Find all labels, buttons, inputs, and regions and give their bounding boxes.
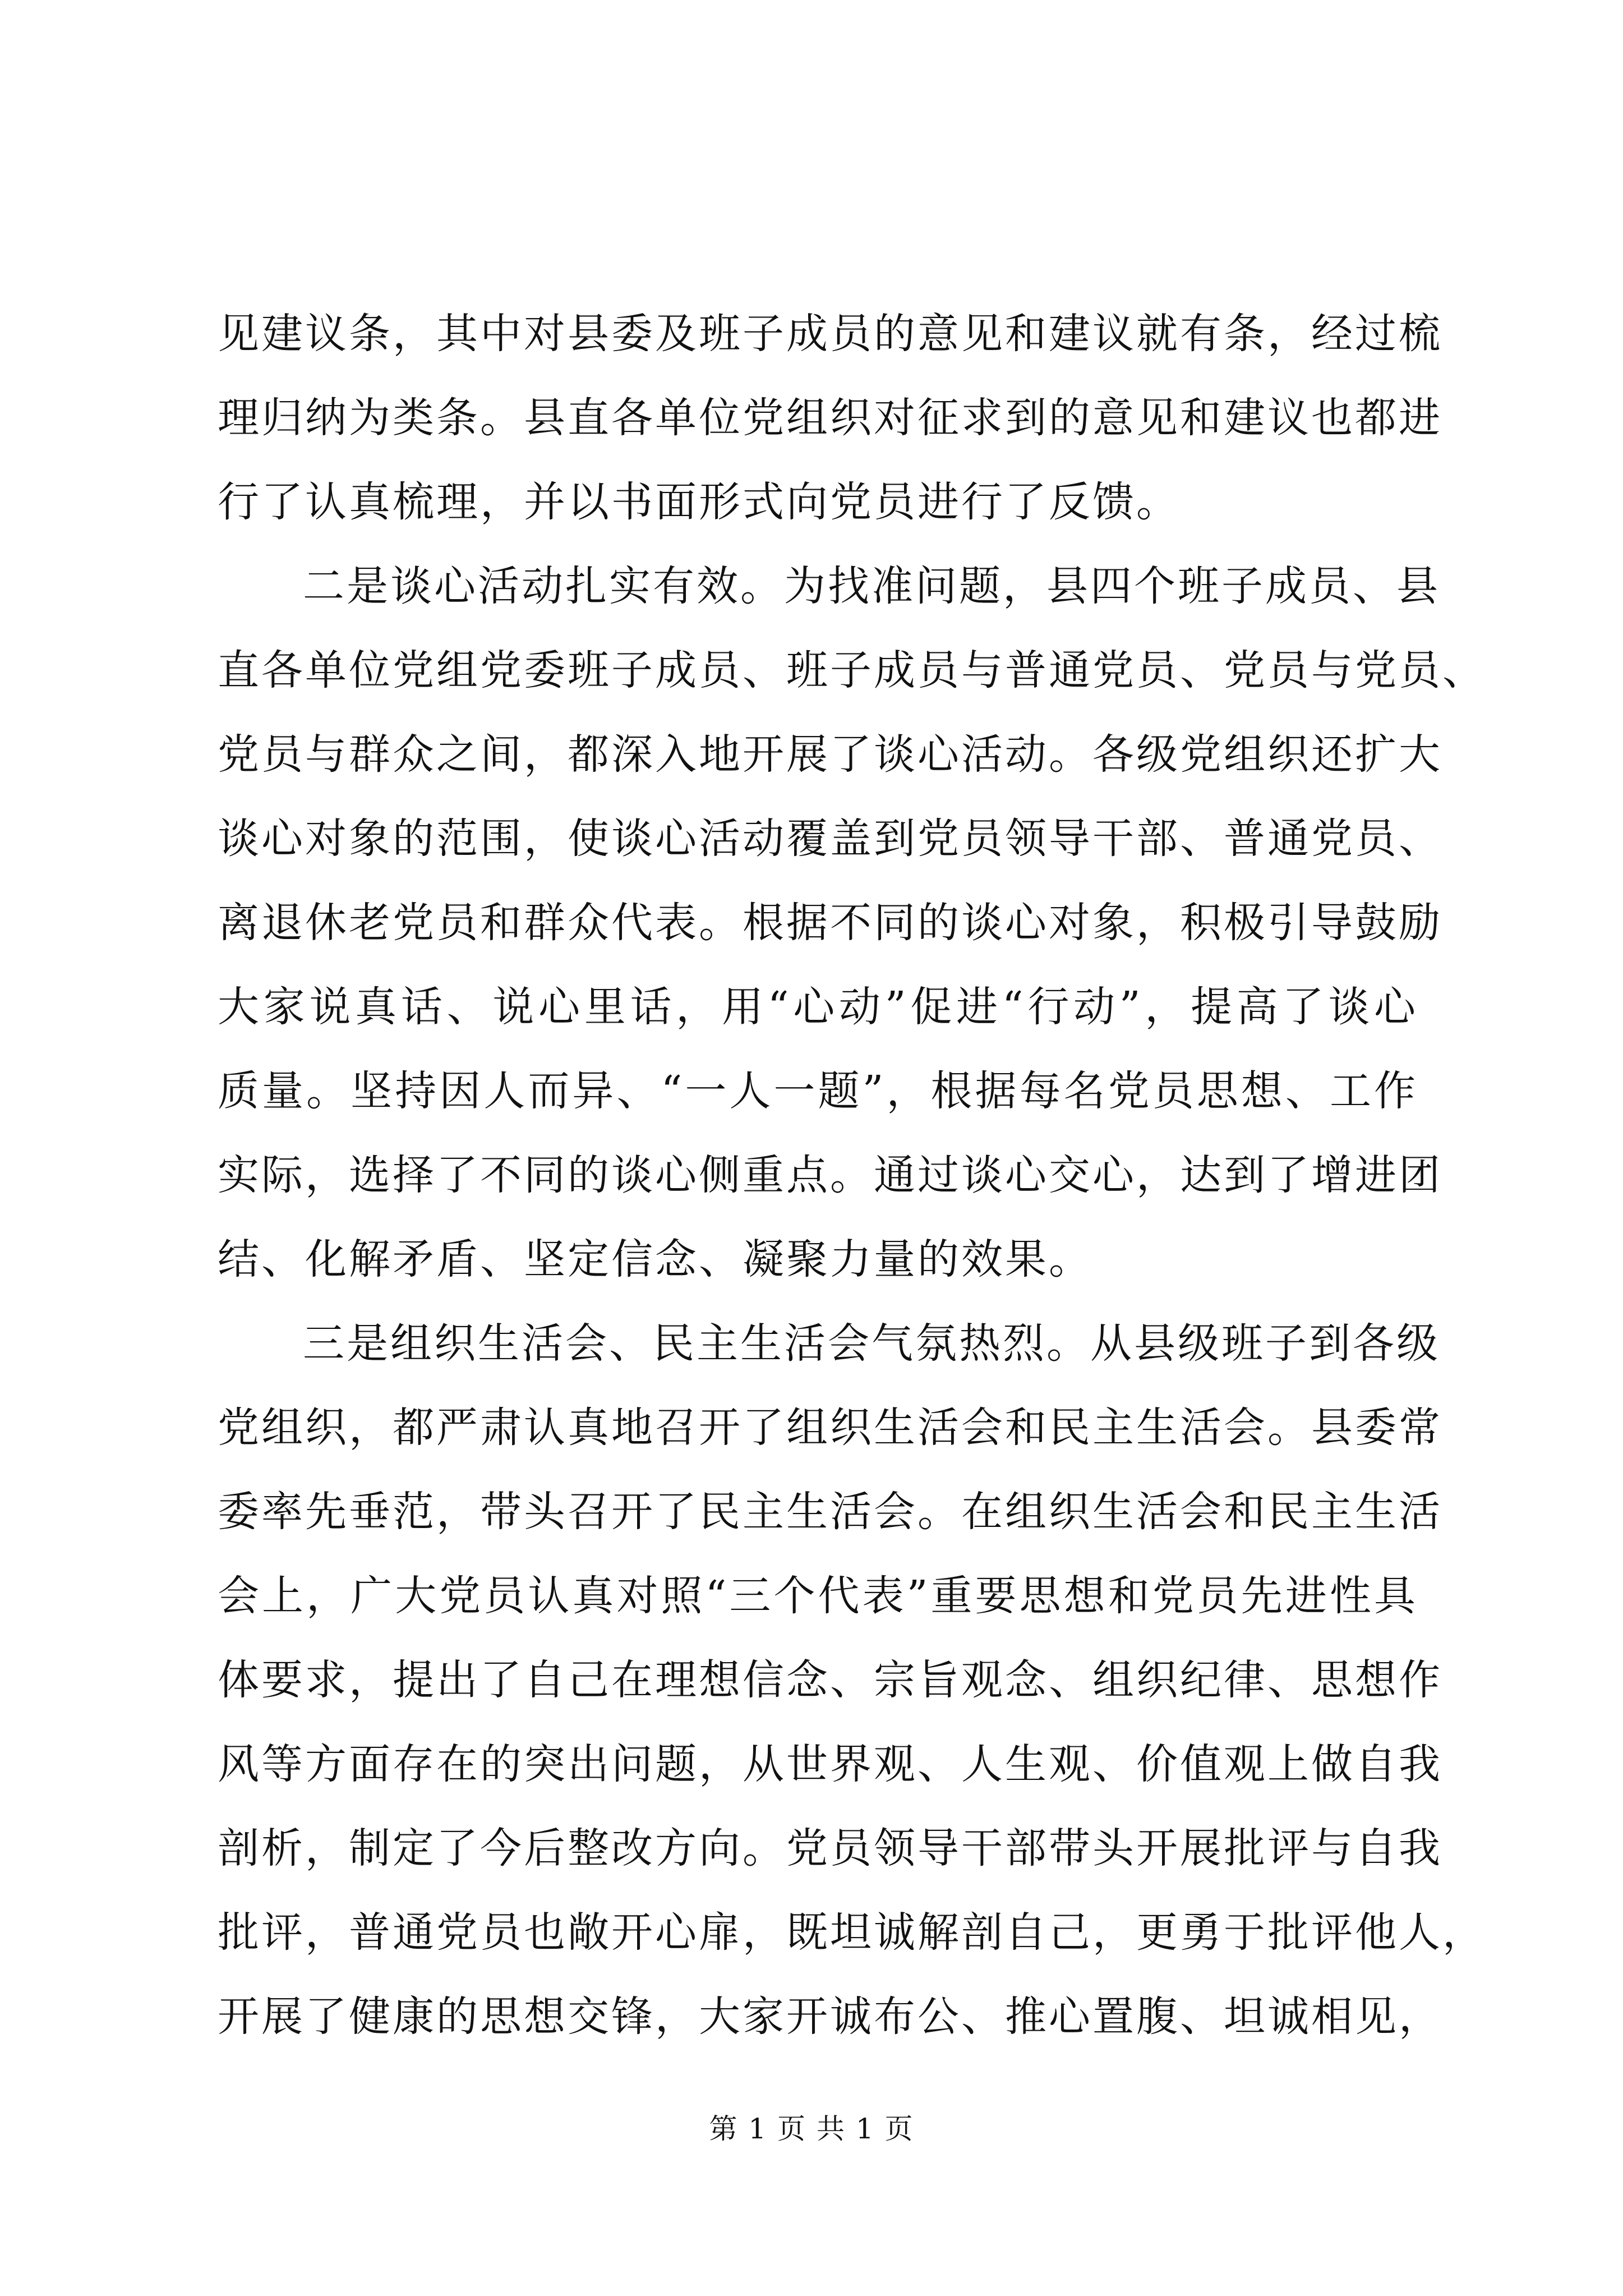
text-line: 委率先垂范，带头召开了民主生活会。在组织生活会和民主生活 xyxy=(218,1488,1442,1536)
text-line: 谈心对象的范围，使谈心活动覆盖到党员领导干部、普通党员、 xyxy=(218,815,1442,863)
text-line: 质量。坚持因人而异、“一人一题”，根据每名党员思想、工作 xyxy=(218,1067,1418,1115)
text-line: 会上，广大党员认真对照“三个代表”重要思想和党员先进性具 xyxy=(218,1572,1418,1620)
paragraph-first-line: 三是组织生活会、民主生活会气氛热烈。从县级班子到各级 xyxy=(303,1319,1440,1368)
text-line: 体要求，提出了自己在理想信念、宗旨观念、组织纪律、思想作 xyxy=(218,1656,1442,1704)
text-line: 大家说真话、说心里话，用“心动”促进“行动”，提高了谈心 xyxy=(218,983,1418,1031)
paragraph-first-line: 二是谈心活动扎实有效。为找准问题，县四个班子成员、县 xyxy=(303,562,1440,610)
text-line: 见建议条，其中对县委及班子成员的意见和建议就有条，经过梳 xyxy=(218,310,1442,358)
text-line: 开展了健康的思想交锋，大家开诚布公、推心置腹、坦诚相见， xyxy=(218,1993,1442,2041)
text-line: 党员与群众之间，都深入地开展了谈心活动。各级党组织还扩大 xyxy=(218,730,1442,779)
text-line: 行了认真梳理，并以书面形式向党员进行了反馈。 xyxy=(218,478,1180,526)
text-line: 风等方面存在的突出问题，从世界观、人生观、价值观上做自我 xyxy=(218,1740,1442,1788)
text-line: 结、化解矛盾、坚定信念、凝聚力量的效果。 xyxy=(218,1235,1092,1283)
body-text xyxy=(218,292,1486,2059)
text-line: 剖析，制定了今后整改方向。党员领导干部带头开展批评与自我 xyxy=(218,1824,1442,1872)
text-line: 批评，普通党员也敞开心扉，既坦诚解剖自己，更勇于批评他人， xyxy=(218,1908,1486,1957)
page-number-footer: 第 1 页 共 1 页 xyxy=(709,2113,914,2145)
text-line: 直各单位党组党委班子成员、班子成员与普通党员、党员与党员、 xyxy=(218,646,1486,694)
text-line: 实际，选择了不同的谈心侧重点。通过谈心交心，达到了增进团 xyxy=(218,1151,1442,1199)
text-line: 离退休老党员和群众代表。根据不同的谈心对象，积极引导鼓励 xyxy=(218,899,1442,947)
text-line: 党组织，都严肃认真地召开了组织生活会和民主生活会。县委常 xyxy=(218,1404,1442,1452)
text-line: 理归纳为类条。县直各单位党组织对征求到的意见和建议也都进 xyxy=(218,394,1442,442)
